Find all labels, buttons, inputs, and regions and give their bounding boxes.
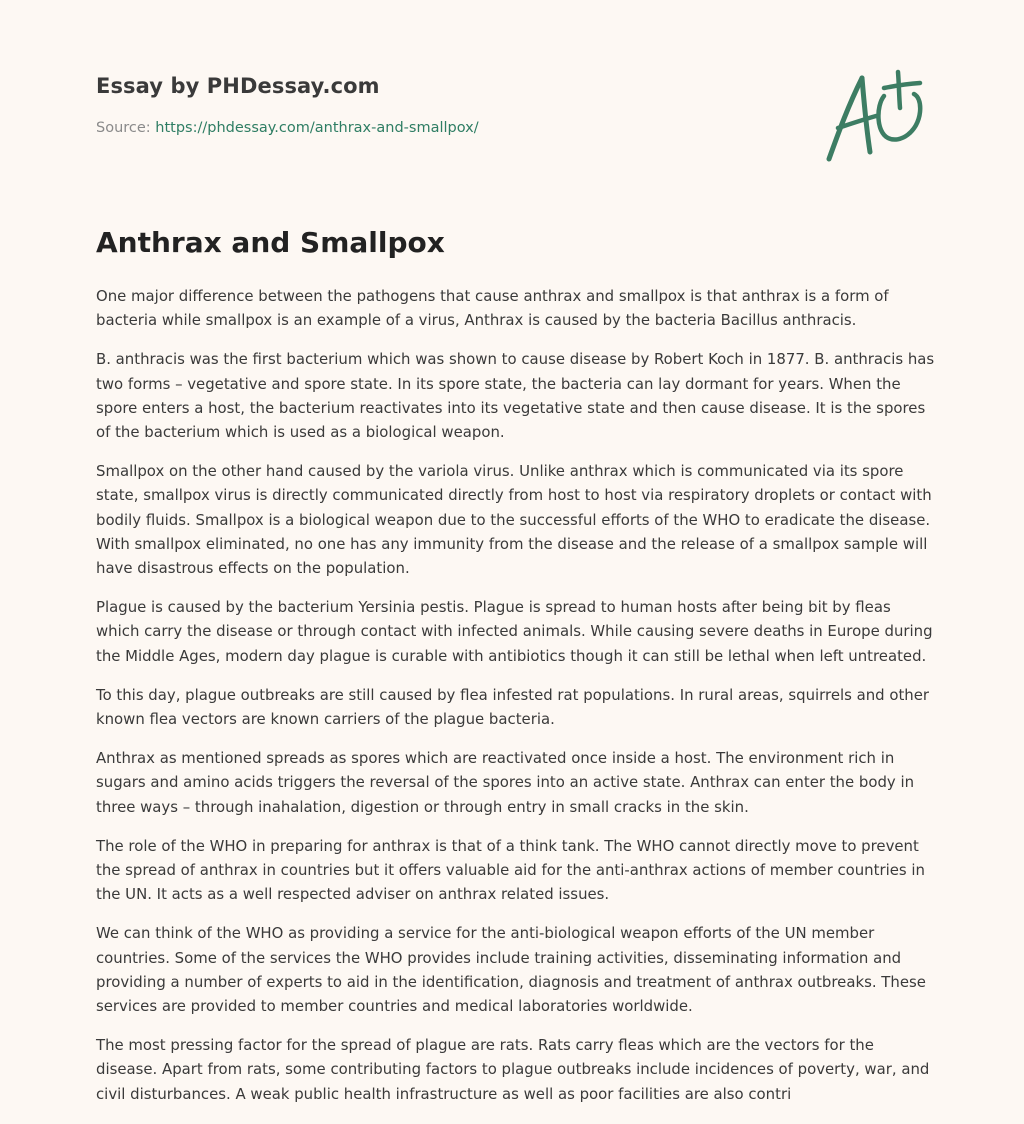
paragraph: Anthrax as mentioned spreads as spores which are reactivated once inside a host. The environment rich in sugars and amino acids triggers the reversal of the spores into an active state. Anthrax can enter the body in three ways – through inahalation, digestion or through entry in small cracks in the skin. [96, 749, 915, 816]
paragraph: We can think of the WHO as providing a service for the anti-biological weapon efforts of the UN member countries. Some of the services the WHO provides include training activities, disseminating information and providing a number of experts to aid in the identification, diagnosis and treatment of anthrax outbreaks. These services are provided to member countries and medical laboratories worldwide. [96, 924, 926, 1016]
paragraph: Smallpox on the other hand caused by the variola virus. Unlike anthrax which is communicated via its spore state, smallpox virus is directly communicated directly from host to host via respiratory droplets or contact with bodily fluids. Smallpox is a biological weapon due to the successful efforts of the WHO to eradicate the disease. With smallpox eliminated, no one has any immunity from the disease and the release of a smallpox sample will have disastrous effects on the population. [96, 462, 932, 578]
paragraph: Plague is caused by the bacterium Yersinia pestis. Plague is spread to human hosts after being bit by fleas which carry the disease or through contact with infected animals. While causing severe deaths in Europe during the Middle Ages, modern day plague is curable with antibiotics though it can still be lethal when left untreated. [96, 598, 933, 665]
paragraph: B. anthracis was the first bacterium which was shown to cause disease by Robert Koch in 1877. B. anthracis has two forms – vegetative and spore state. In its spore state, the bacteria can lay dormant for years. When the spore enters a host, the bacterium reactivates into its vegetative state and then cause disease. It is the spores of the bacterium which is used as a biological weapon. [96, 350, 935, 442]
essay-header [96, 74, 796, 136]
site-title: Essay by PHDessay.com [96, 74, 380, 98]
paragraph: To this day, plague outbreaks are still caused by flea infested rat populations. In rural areas, squirrels and other known flea vectors are known carriers of the plague bacteria. [96, 685, 930, 729]
paragraph: The most pressing factor for the spread of plague are rats. Rats carry fleas which are the vectors for the disease. Apart from rats, some contributing factors to plague outbreaks include incidences of poverty, war, and civil disturbances. A weak public health infrastructure as well as poor facilities are also contri [96, 1036, 930, 1103]
source-label: Source: [96, 120, 151, 136]
paragraph: The role of the WHO in preparing for anthrax is that of a think tank. The WHO cannot directly move to prevent the spread of anthrax in countries but it offers valuable aid for the anti-anthrax actions of member countries in the UN. It acts as a well respected adviser on anthrax related issues. [96, 836, 925, 904]
a-plus-logo-icon [822, 66, 928, 166]
source-line [96, 120, 796, 136]
essay-body [96, 284, 936, 1121]
essay-title: Anthrax and Smallpox [96, 226, 445, 259]
paragraph: One major difference between the pathogens that cause anthrax and smallpox is that anthrax is a form of bacteria while smallpox is an example of a virus, Anthrax is caused by the bacteria Bacillus anthracis. [96, 287, 889, 330]
source-link[interactable]: https://phdessay.com/anthrax-and-smallpox/ [155, 120, 479, 136]
